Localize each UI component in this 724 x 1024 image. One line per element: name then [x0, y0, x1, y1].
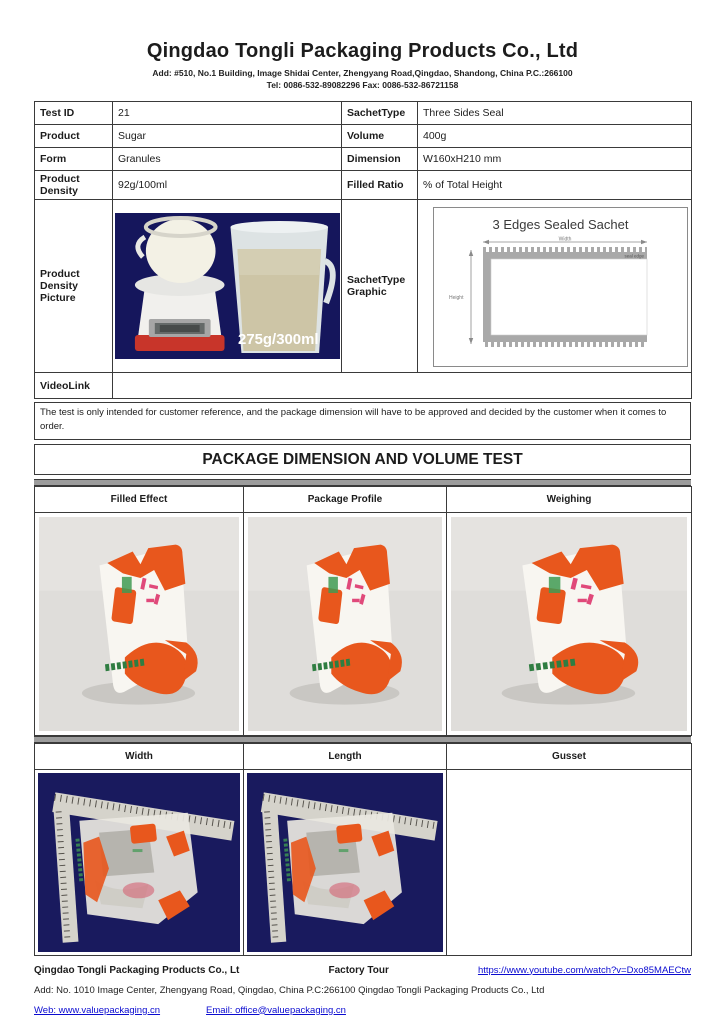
header-gusset: Gusset	[447, 743, 692, 769]
photo-filled-effect	[35, 512, 244, 735]
company-address: Add: #510, No.1 Building, Image Shidai Center, Zhengyang Road,Qingdao, Shandong, China P.C.:266100	[152, 68, 573, 78]
ruler-measure-illustration	[38, 773, 240, 952]
filled-ratio-value: % of Total Height	[418, 171, 692, 200]
sachet-graphic-cell	[418, 200, 692, 373]
email-link[interactable]: Email: office@valuepackaging.cn	[206, 1004, 346, 1016]
web-link[interactable]: Web: www.valuepackaging.cn	[34, 1004, 161, 1016]
photo-grid-top	[34, 486, 692, 736]
product-label: Product	[35, 125, 113, 148]
header-filled-effect: Filled Effect	[35, 486, 244, 512]
video-link-label: VideoLink	[35, 373, 113, 399]
cell-gusset-empty	[447, 769, 692, 955]
sachet-photo	[39, 517, 239, 731]
product-density-photo	[115, 213, 340, 359]
disclaimer-text: The test is only intended for customer reference, and the package dimension will have to be approved and decided by the customer when it comes to order.	[34, 402, 691, 440]
photo-weighing	[447, 512, 692, 735]
sugar-sachet-illustration	[451, 517, 687, 731]
sachet-photo	[248, 517, 442, 731]
product-density-value: 92g/100ml	[113, 171, 342, 200]
sachet-type-label: SachetType	[342, 102, 418, 125]
header-length: Length	[244, 743, 447, 769]
footer-address: Add: No. 1010 Image Center, Zhengyang Road, Qingdao, China P.C:266100 Qingdao Tongli Packaging Products Co., Ltd	[34, 984, 545, 996]
ruler-measure-illustration	[247, 773, 443, 952]
photo-length	[244, 769, 447, 955]
doc-header	[34, 0, 691, 90]
test-id-label: Test ID	[35, 102, 113, 125]
volume-label: Volume	[342, 125, 418, 148]
sachet-graphic-box	[433, 207, 688, 367]
product-value: Sugar	[113, 125, 342, 148]
sachet-type-value: Three Sides Seal	[418, 102, 692, 125]
diagram-seal-label: seal edge	[623, 253, 644, 259]
header-weighing: Weighing	[447, 486, 692, 512]
product-density-photo-cell	[113, 200, 342, 373]
filled-ratio-label: Filled Ratio	[342, 171, 418, 200]
density-photo-caption: 275g/300ml	[237, 330, 319, 349]
diagram-height-label: Height	[448, 295, 463, 301]
youtube-link[interactable]: https://www.youtube.com/watch?v=Dxo85MAECtw	[477, 964, 691, 976]
ruler-measure-photo	[38, 773, 240, 952]
section-divider-band	[34, 479, 691, 486]
row-divider-band	[34, 736, 691, 743]
company-telfax: Tel: 0086-532-89082296 Fax: 0086-532-86721158	[266, 80, 459, 90]
sugar-sachet-illustration	[248, 517, 442, 731]
diagram-width-label: Width	[558, 236, 571, 243]
video-link-value	[113, 373, 692, 399]
ruler-measure-photo	[247, 773, 443, 952]
photo-grid-bottom	[34, 743, 692, 956]
volume-value: 400g	[418, 125, 692, 148]
section-title: PACKAGE DIMENSION AND VOLUME TEST	[34, 444, 691, 475]
three-edge-sachet-diagram	[441, 236, 681, 358]
flattened-sachet-icon	[285, 812, 402, 923]
dimension-label: Dimension	[342, 148, 418, 171]
product-density-picture-label: Product Density Picture	[35, 200, 113, 373]
photo-width	[35, 769, 244, 955]
header-package-profile: Package Profile	[244, 486, 447, 512]
dimension-value: W160xH210 mm	[418, 148, 692, 171]
flattened-sachet-icon	[77, 812, 197, 923]
form-value: Granules	[113, 148, 342, 171]
factory-tour-label: Factory Tour	[328, 964, 389, 976]
sachet-graphic-title: 3 Edges Sealed Sachet	[492, 217, 629, 232]
company-name: Qingdao Tongli Packaging Products Co., Ltd	[146, 40, 579, 62]
sugar-sachet-illustration	[39, 517, 239, 731]
doc-footer	[34, 965, 691, 1016]
form-label: Form	[35, 148, 113, 171]
product-density-label: Product Density	[35, 171, 113, 200]
sachet-photo	[451, 517, 687, 731]
header-width: Width	[35, 743, 244, 769]
sachet-type-graphic-label: SachetType Graphic	[342, 200, 418, 373]
test-id-value: 21	[113, 102, 342, 125]
info-table	[34, 101, 692, 399]
footer-company: Qingdao Tongli Packaging Products Co., Lt	[34, 964, 240, 976]
photo-package-profile	[244, 512, 447, 735]
density-photo-illustration	[115, 213, 340, 359]
